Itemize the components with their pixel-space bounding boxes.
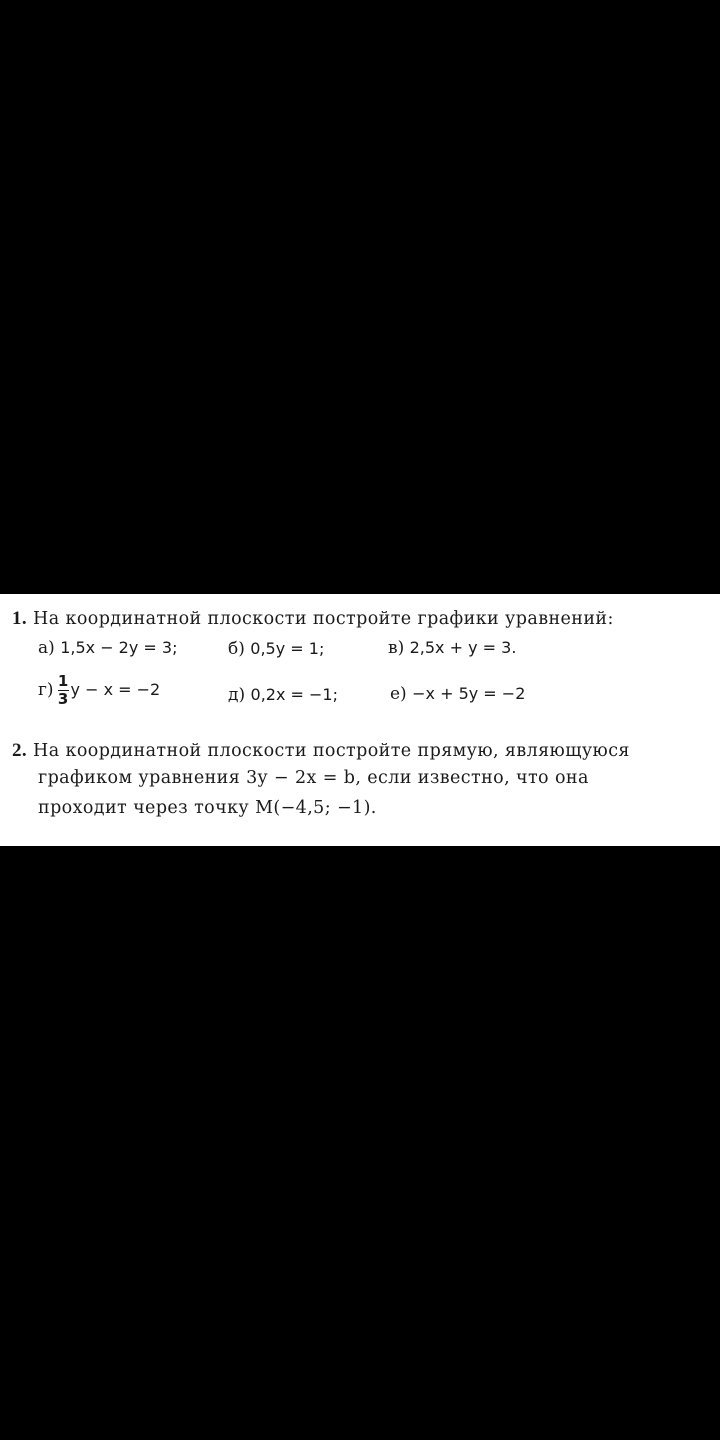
equation-g xyxy=(38,673,160,708)
equation-b xyxy=(228,639,324,659)
equation-e-expr: −x + 5y = −2 xyxy=(412,684,526,703)
fraction-denominator: 3 xyxy=(57,690,69,708)
task-1-header xyxy=(12,608,614,630)
equation-b-expr: 0,5y = 1; xyxy=(250,639,325,658)
equation-a-label: а) xyxy=(38,638,55,658)
task-2-number: 2. xyxy=(12,740,28,761)
equation-d-expr: 0,2x = −1; xyxy=(250,685,338,704)
task-2-line-1 xyxy=(12,740,630,762)
task-2-text-3: проходит через точку M(−4,5; −1). xyxy=(38,798,377,818)
textbook-excerpt xyxy=(0,594,720,846)
equation-a-expr: 1,5x − 2y = 3; xyxy=(60,638,178,657)
task-2-text-2: графиком уравнения 3y − 2x = b, если известно, что она xyxy=(38,768,589,788)
equation-g-label: г) xyxy=(38,680,54,700)
equation-v-expr: 2,5x + y = 3. xyxy=(409,638,517,657)
equation-d-label: д) xyxy=(228,685,246,705)
fraction-one-third xyxy=(58,673,69,708)
equation-g-expr: y − x = −2 xyxy=(70,680,161,699)
task-2-line-2 xyxy=(38,768,589,788)
equation-v xyxy=(388,638,516,658)
task-1-text: На координатной плоскости постройте графики уравнений: xyxy=(33,609,614,629)
task-2-text-1: На координатной плоскости постройте прямую, являющуюся xyxy=(33,741,630,761)
equation-e-label: е) xyxy=(390,684,407,704)
equation-v-label: в) xyxy=(388,638,405,658)
fraction-numerator: 1 xyxy=(57,672,69,690)
task-1-number: 1. xyxy=(12,608,28,629)
equation-a xyxy=(38,638,177,658)
task-2-line-3 xyxy=(38,798,377,818)
equation-d xyxy=(228,685,338,705)
equation-b-label: б) xyxy=(228,639,245,659)
equation-e xyxy=(390,684,525,704)
